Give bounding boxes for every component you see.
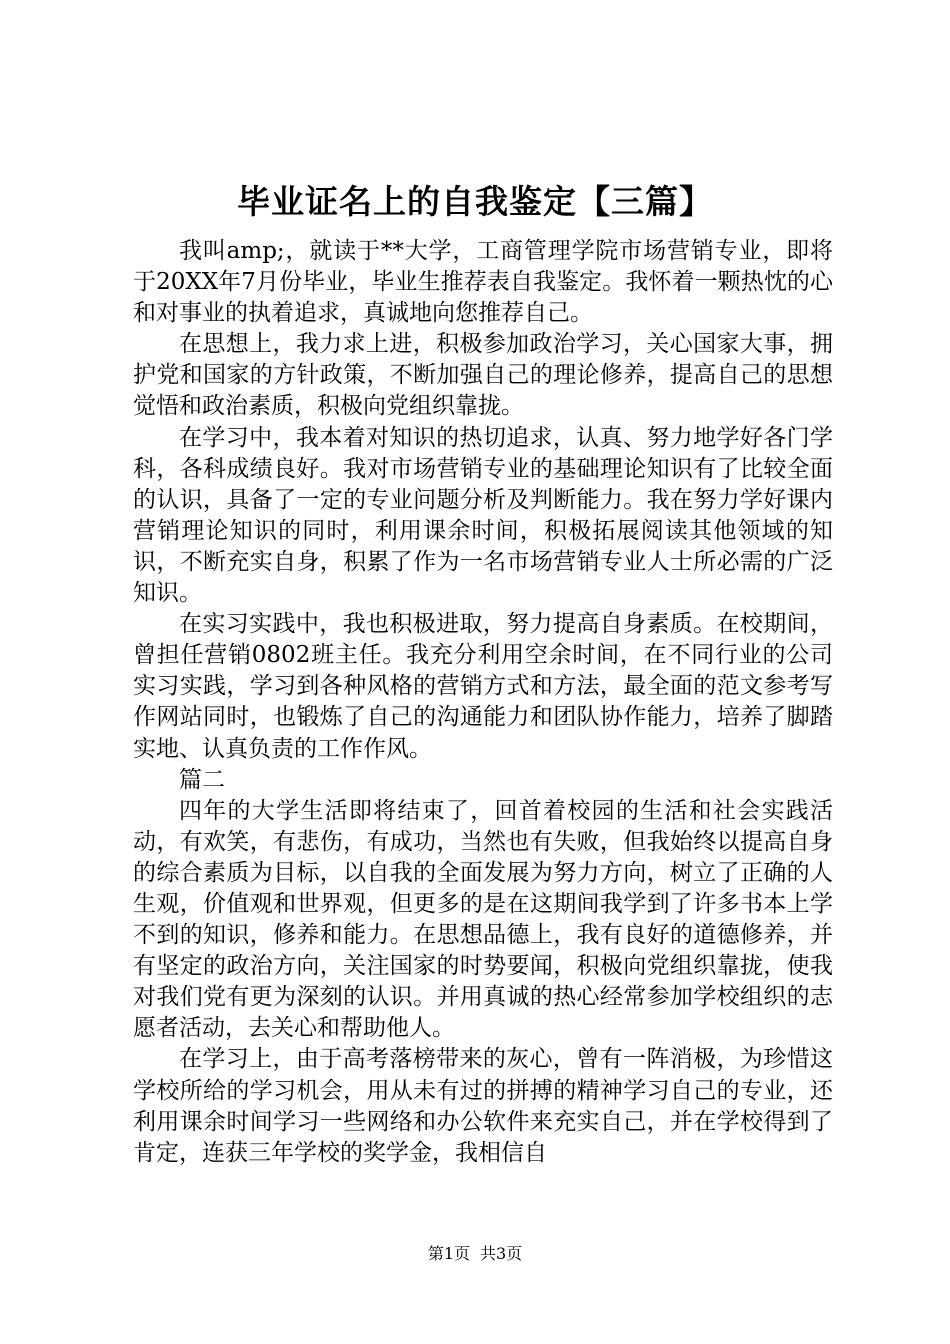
- page-title: 毕业证名上的自我鉴定【三篇】: [237, 182, 713, 221]
- section-heading: 篇二: [179, 766, 225, 793]
- page-number: 第1页: [427, 1244, 470, 1263]
- page-total: 共3页: [480, 1244, 523, 1263]
- page-footer: [0, 1243, 950, 1265]
- paragraph: 在学习中，我本着对知识的热切追求，认真、努力地学好各门学科，各科成绩良好。我对市场营销专业的基础理论知识有了比较全面的认识，具备了一定的专业问题分析及判断能力。我在努力学好课内营销理论知识的同时，利用课余时间，积极拓展阅读其他领域的知识，不断充实自身，积累了作为一名市场营销专业人士所必需的广泛知识。: [133, 424, 833, 607]
- document-body: [133, 236, 833, 1169]
- paragraph: 在实习实践中，我也积极进取，努力提高自身素质。在校期间，曾担任营销0802班主任。我充分利用空余时间，在不同行业的公司实习实践，学习到各种风格的营销方式和方法，最全面的范文参考写作网站同时，也锻炼了自己的沟通能力和团队协作能力，培养了脚踏实地、认真负责的工作作风。: [133, 611, 833, 762]
- paragraph: 在学习上，由于高考落榜带来的灰心，曾有一阵消极，为珍惜这学校所给的学习机会，用从未有过的拼搏的精神学习自己的专业，还利用课余时间学习一些网络和办公软件来充实自己，并在学校得到了肯定，连获三年学校的奖学金，我相信自: [133, 1046, 833, 1166]
- paragraph: 在思想上，我力求上进，积极参加政治学习，关心国家大事，拥护党和国家的方针政策，不断加强自己的理论修养，提高自己的思想觉悟和政治素质，积极向党组织靠拢。: [133, 331, 833, 420]
- paragraph: 四年的大学生活即将结束了，回首着校园的生活和社会实践活动，有欢笑，有悲伤，有成功，当然也有失败，但我始终以提高自身的综合素质为目标，以自我的全面发展为努力方向，树立了正确的人生观，价值观和世界观，但更多的是在这期间我学到了许多书本上学不到的知识，修养和能力。在思想品德上，我有良好的道德修养，并有坚定的政治方向，关注国家的时势要闻，积极向党组织靠拢，使我对我们党有更为深刻的认识。并用真诚的热心经常参加学校组织的志愿者活动，去关心和帮助他人。: [133, 797, 833, 1042]
- paragraph: 我叫amp;，就读于**大学，工商管理学院市场营销专业，即将于20XX年7月份毕业，毕业生推荐表自我鉴定。我怀着一颗热忱的心和对事业的执着追求，真诚地向您推荐自己。: [133, 238, 833, 327]
